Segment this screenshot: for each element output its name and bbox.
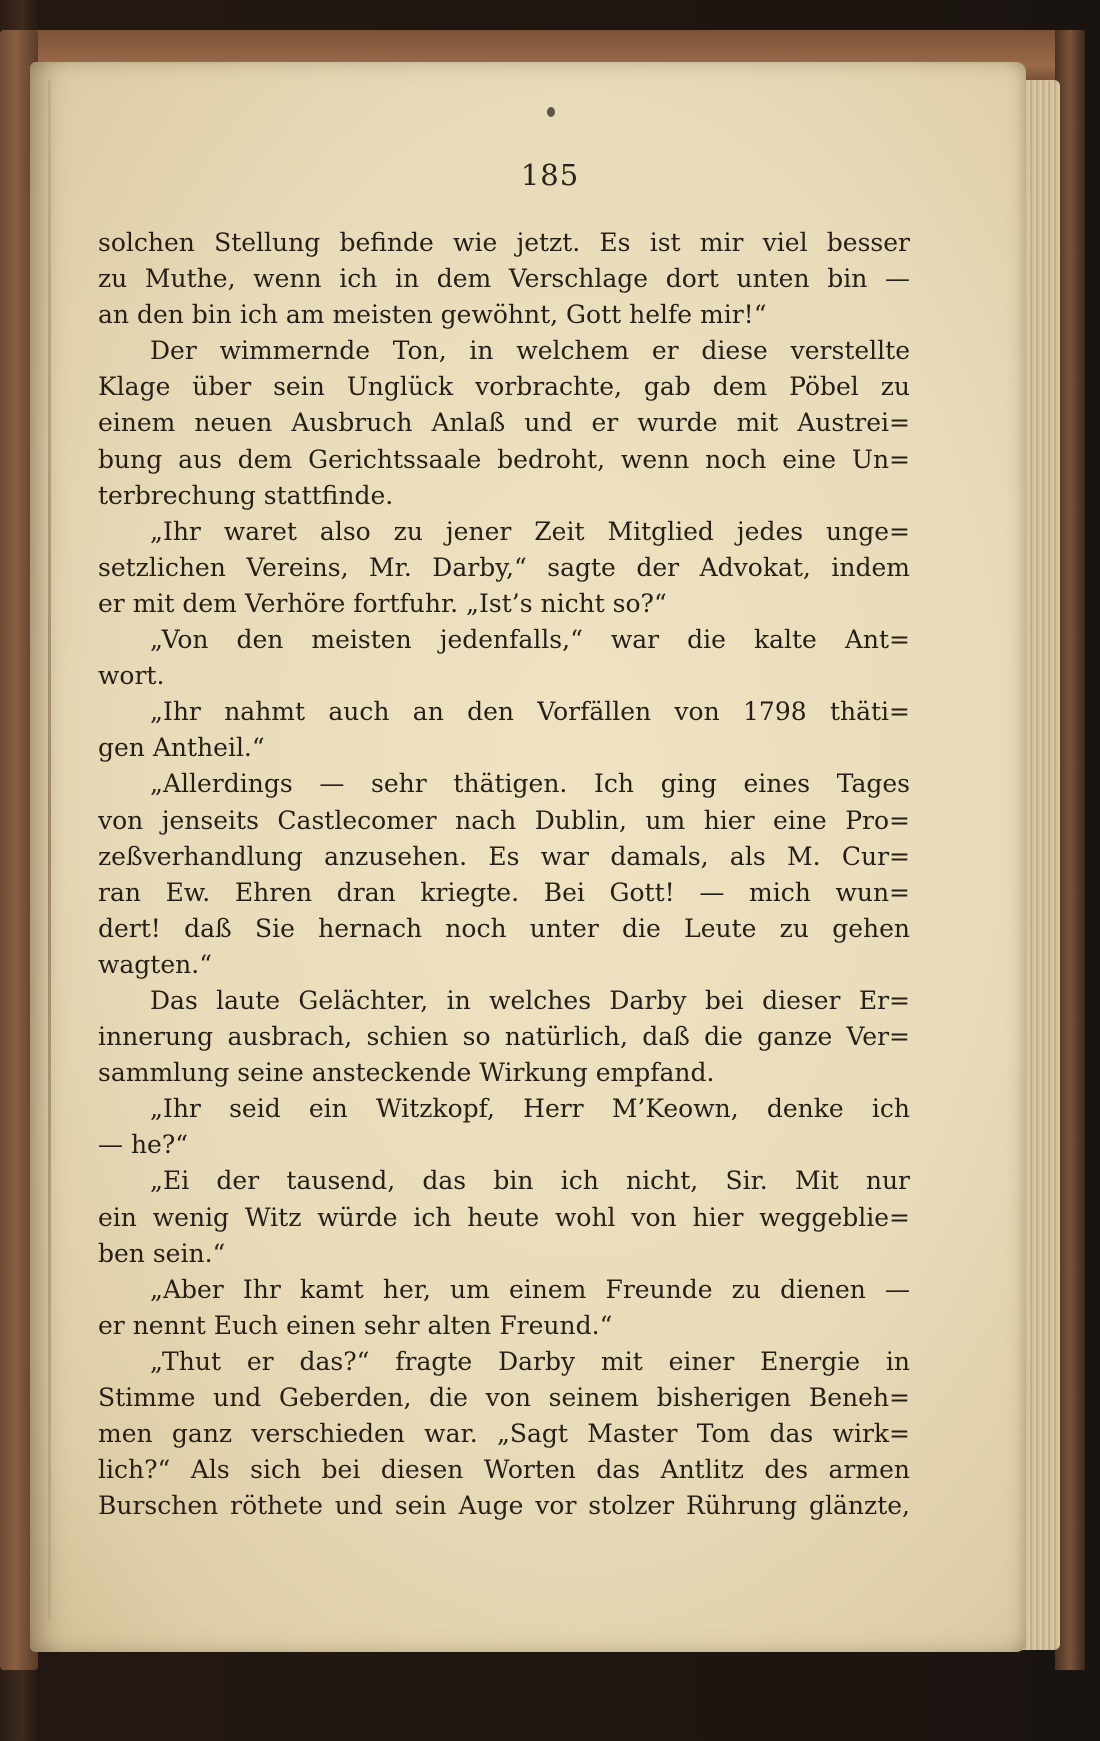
text-line: sammlung seine ansteckende Wirkung empfand. [98,1058,715,1088]
text-line: „Ihr nahmt auch an den Vorfällen von 1798 thäti= [150,697,910,727]
text-line: „Von den meisten jedenfalls,“ war die kalte Ant= [150,625,910,655]
text-line: Stimme und Geberden, die von seinem bisherigen Beneh= [98,1383,910,1412]
text-line: dert! daß Sie hernach noch unter die Leute zu gehen [98,913,910,943]
text-line: ran Ew. Ehren dran kriegte. Bei Gott! — mich wun= [98,877,910,907]
text-line: gen Antheil.“ [98,733,265,763]
page-number: 185 [520,158,580,192]
text-line: ben sein.“ [98,1238,226,1268]
text-line: „Thut er das?“ fragte Darby mit einer Energie in [150,1346,910,1376]
text-line: zu Muthe, wenn ich in dem Verschlage dort unten bin — [98,264,910,294]
text-line: „Ei der tausend, das bin ich nicht, Sir. Mit nur [150,1166,910,1196]
text-line: Klage über sein Unglück vorbrachte, gab dem Pöbel zu [98,372,910,402]
text-line: Burschen röthete und sein Auge vor stolzer Rührung glänzte, [98,1491,910,1521]
text-line: terbrechung stattfinde. [98,480,394,510]
text-line: er mit dem Verhöre fortfuhr. „Ist’s nicht so?“ [98,588,667,618]
text-line: men ganz verschieden war. „Sagt Master Tom das wirk= [98,1419,910,1449]
text-line: — he?“ [98,1130,189,1160]
text-line: an den bin ich am meisten gewöhnt, Gott helfe mir!“ [98,300,767,330]
text-line: bung aus dem Gerichtssaale bedroht, wenn noch eine Un= [98,444,910,474]
text-line: einem neuen Ausbruch Anlaß und er wurde mit Austrei= [98,408,910,438]
text-line: lich?“ Als sich bei diesen Worten das Antlitz des armen [98,1455,910,1485]
text-line: ein wenig Witz würde ich heute wohl von hier weggeblie= [98,1202,910,1232]
text-line: „Allerdings — sehr thätigen. Ich ging eines Tages [150,769,910,799]
page-gutter [48,80,51,1620]
text-line: „Ihr seid ein Witzkopf, Herr M’Keown, denke ich [150,1094,910,1124]
text-line: wagten.“ [98,949,212,979]
text-line: Der wimmernde Ton, in welchem er diese verstellte [150,336,910,366]
ink-spot [547,107,555,117]
text-line: zeßverhandlung anzusehen. Es war damals, als M. Cur= [98,841,910,871]
text-line: Das laute Gelächter, in welches Darby bei dieser Er= [150,985,910,1015]
text-line: „Ihr waret also zu jener Zeit Mitglied jedes unge= [150,516,910,546]
body-text [98,225,910,1524]
text-line: innerung ausbrach, schien so natürlich, daß die ganze Ver= [98,1022,910,1052]
text-line: solchen Stellung befinde wie jetzt. Es ist mir viel besser [98,228,910,257]
text-line: wort. [98,661,165,691]
text-line: setzlichen Vereins, Mr. Darby,“ sagte der Advokat, indem [98,552,910,582]
text-line: von jenseits Castlecomer nach Dublin, um hier eine Pro= [98,805,910,835]
text-line: „Aber Ihr kamt her, um einem Freunde zu dienen — [150,1274,910,1304]
text-line: er nennt Euch einen sehr alten Freund.“ [98,1310,613,1340]
